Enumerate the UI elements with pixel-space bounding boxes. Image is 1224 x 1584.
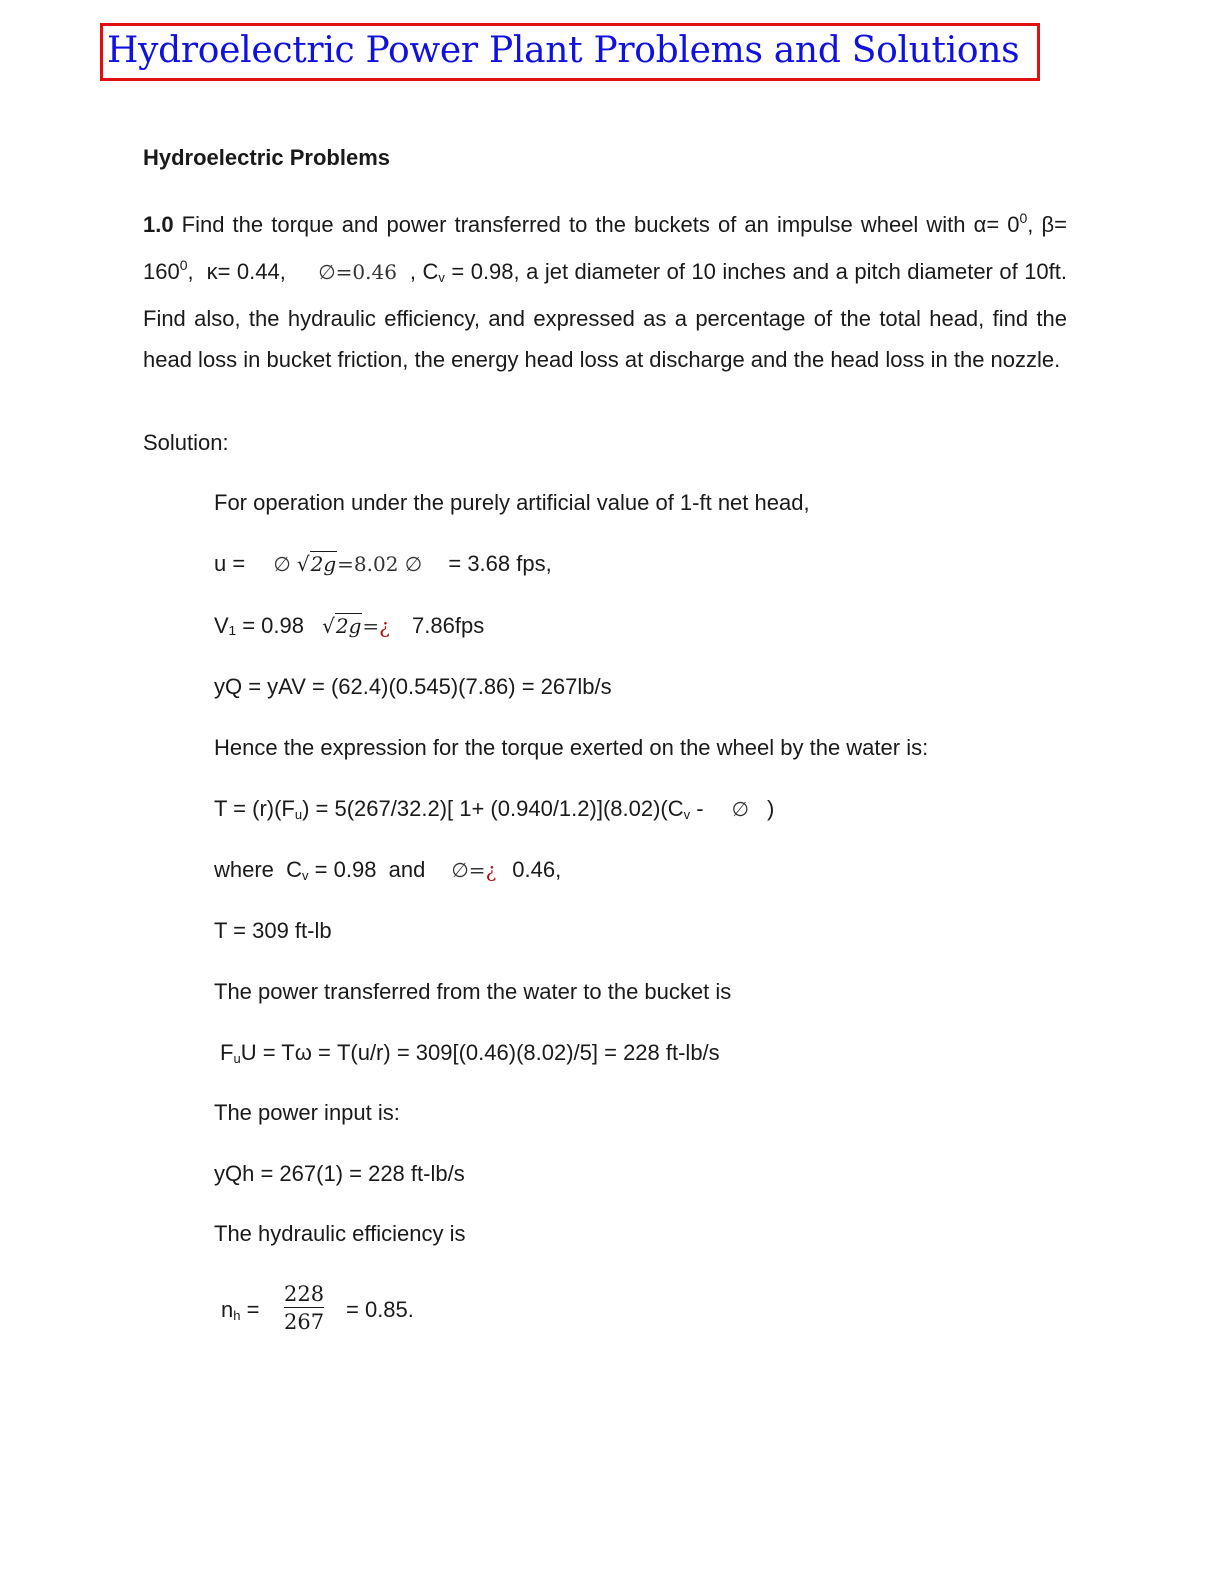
solution-line: For operation under the purely artificial value of 1-ft net head, (214, 490, 810, 515)
page-title: Hydroelectric Power Plant Problems and Solutions (107, 30, 1020, 71)
equation-power-input: yQh = 267(1) = 228 ft-lb/s (214, 1161, 465, 1186)
title-box (100, 23, 1040, 81)
solution-line: The power input is: (214, 1100, 400, 1125)
efficiency-result: = 0.85. (346, 1297, 414, 1322)
equation-u: u = ∅ √2g=8.02 ∅ = 3.68 fps, (214, 551, 552, 576)
sqrt-symbol: √2g (296, 552, 337, 576)
problem-number: 1.0 (143, 212, 174, 237)
sqrt-symbol: √2g (322, 614, 362, 638)
solution-line: The hydraulic efficiency is (214, 1221, 466, 1246)
efficiency-fraction: $\frac{228}{267}$ (284, 1282, 325, 1334)
equation-v1: V₁ = 0.98 √2g=¿ 7.86fps (214, 613, 485, 638)
equation-where: where $C_v = 0.98$ and ∅=¿ 0.46, (214, 857, 562, 883)
problem-statement: 1.0 Find the torque and power transferred to the buckets of an impulse wheel with $\alpha= 0^0$, $\beta= 160^0$, κ= 0.44, ∅=0.46 , $C_v = 0.98$, a jet diameter of 10 inches and a pitch diameter of 10ft. Find also, the hydraulic efficiency, and expressed as a percentage of the total head, find the head loss in bucket friction, the energy head loss at discharge and the head loss in the nozzle. (143, 210, 1067, 372)
solution-label: Solution: (143, 430, 229, 455)
equation-torque: $T = (r)(F_u) = 5(267/32.2)$[ $1+ (0.940/1.2)](8.02)(C_v$ - ∅ ) (214, 796, 775, 822)
equation-power: $F_uU = T\omega = T(u/r) = 309[(0.46)(8.02)/5] = 228$ ft-lb/s (220, 1040, 720, 1066)
section-heading: Hydroelectric Problems (143, 145, 390, 170)
efficiency-label: $n_h$ = (221, 1297, 260, 1323)
equation-t: T = 309 ft-lb (214, 918, 332, 943)
phi-equation: ∅=0.46 (318, 260, 397, 284)
solution-line: Hence the expression for the torque exerted on the wheel by the water is: (214, 735, 929, 760)
solution-line: The power transferred from the water to the bucket is (214, 979, 732, 1004)
equation-yq: yQ = yAV = (62.4)(0.545)(7.86) = 267lb/s (214, 674, 612, 699)
